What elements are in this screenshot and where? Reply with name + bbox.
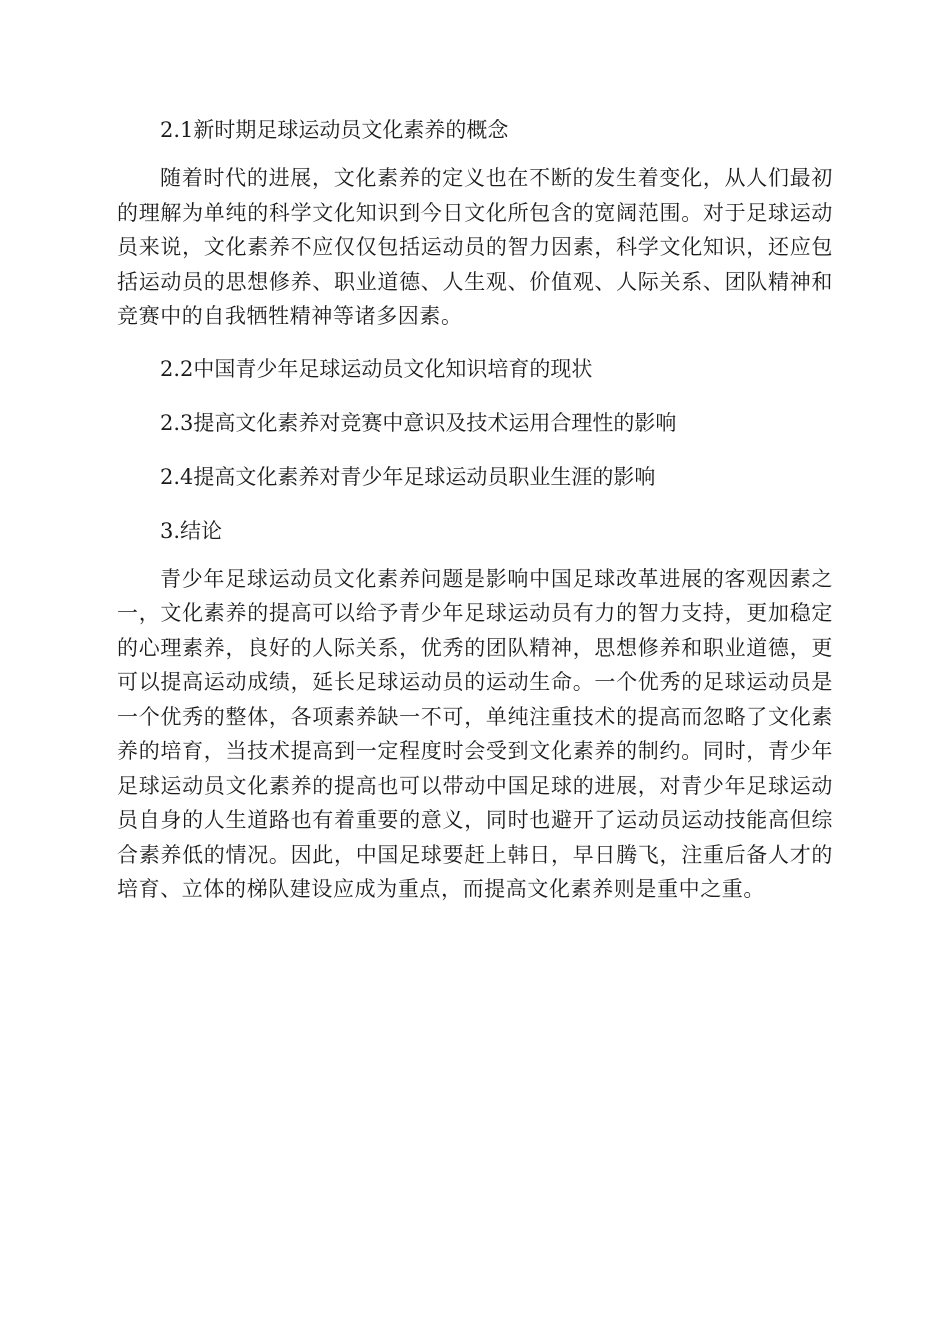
paragraph-concept: 随着时代的进展，文化素养的定义也在不断的发生着变化，从人们最初的理解为单纯的科学文化知识到今日文化所包含的宽阔范围。对于足球运动员来说，文化素养不应仅仅包括运动员的智力因素，科学文化知识，还应包括运动员的思想修养、职业道德、人生观、价值观、人际关系、团队精神和竞赛中的自我牺牲精神等诸多因素。 xyxy=(117,166,833,328)
section-heading-3: 3.结论 xyxy=(160,518,223,543)
section-heading-2-4: 2.4提高文化素养对青少年足球运动员职业生涯的影响 xyxy=(160,464,656,489)
document-body xyxy=(117,111,833,907)
section-heading-2-3: 2.3提高文化素养对竞赛中意识及技术运用合理性的影响 xyxy=(160,410,677,435)
section-heading-2-1: 2.1新时期足球运动员文化素养的概念 xyxy=(160,118,509,142)
section-heading-2-2: 2.2中国青少年足球运动员文化知识培育的现状 xyxy=(160,356,593,381)
paragraph-conclusion: 青少年足球运动员文化素养问题是影响中国足球改革进展的客观因素之一，文化素养的提高可以给予青少年足球运动员有力的智力支持，更加稳定的心理素养，良好的人际关系，优秀的团队精神，思想修养和职业道德，更可以提高运动成绩，延长足球运动员的运动生命。一个优秀的足球运动员是一个优秀的整体，各项素养缺一不可，单纯注重技术的提高而忽略了文化素养的培育，当技术提高到一定程度时会受到文化素养的制约。同时，青少年足球运动员文化素养的提高也可以带动中国足球的进展，对青少年足球运动员自身的人生道路也有着重要的意义，同时也避开了运动员运动技能高但综合素养低的情况。因此，中国足球要赶上韩日，早日腾飞，注重后备人才的培育、立体的梯队建设应成为重点，而提高文化素养则是重中之重。 xyxy=(117,566,833,901)
